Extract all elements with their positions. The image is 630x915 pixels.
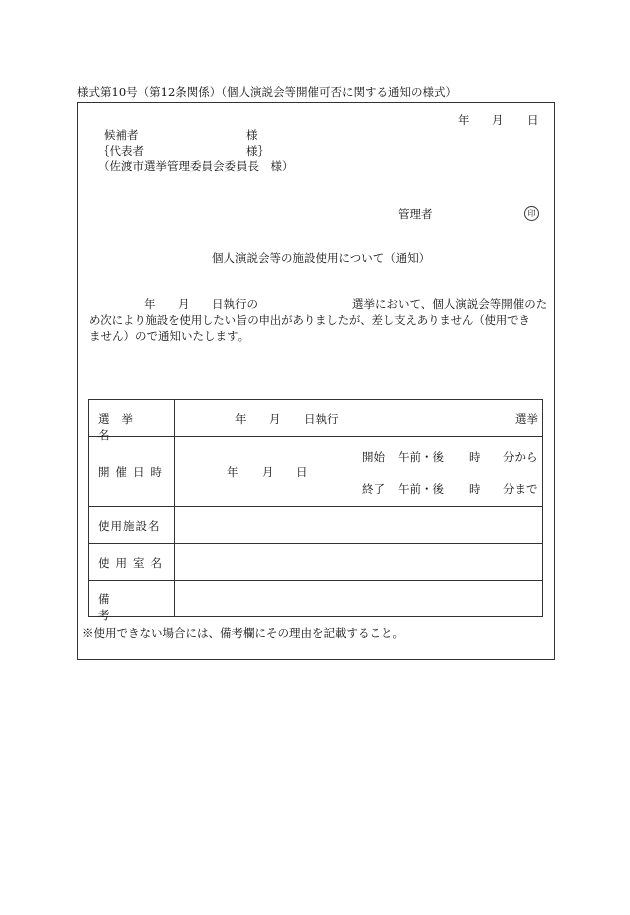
date-year: 年 <box>458 113 470 127</box>
election-month: 月 <box>269 412 281 426</box>
info-table <box>88 399 543 622</box>
row-header-datetime: 開催日時 <box>98 465 168 479</box>
datetime-start-ampm: 午前・後 <box>398 450 444 464</box>
body-line2: め次により施設を使用したい旨の申出がありましたが、差し支えありません（使用でき <box>89 313 530 327</box>
datetime-end-min: 分まで <box>503 482 538 496</box>
row-header-facility: 使用施設名 <box>98 519 161 533</box>
election-year: 年 <box>235 412 247 426</box>
addressee-representative-sama: 様｝ <box>246 144 269 158</box>
datetime-end-label: 終了 <box>362 482 385 496</box>
addressee-candidate: 候補者 <box>104 128 139 142</box>
addressee-candidate-sama: 様 <box>246 128 258 142</box>
row-header-room: 使用室名 <box>98 556 168 570</box>
body-line3: ません）ので通知いたします。 <box>89 329 250 343</box>
table-divider-vertical <box>174 400 175 616</box>
datetime-end-hour: 時 <box>469 482 481 496</box>
datetime-end-ampm: 午前・後 <box>398 482 444 496</box>
document-title: 個人演説会等の施設使用について（通知） <box>212 251 431 265</box>
seal-icon: 印 <box>524 206 539 221</box>
table-row-divider <box>89 580 542 581</box>
sender-label: 管理者 <box>398 207 433 221</box>
datetime-start-hour: 時 <box>469 450 481 464</box>
addressee-committee: （佐渡市選挙管理委員会委員長 様） <box>98 159 294 173</box>
body-year: 年 <box>144 297 156 311</box>
sender-seal <box>524 205 539 221</box>
datetime-month: 月 <box>262 465 274 479</box>
date-month: 月 <box>492 113 504 127</box>
datetime-start-label: 開始 <box>362 450 385 464</box>
election-suffix: 選挙 <box>515 412 538 426</box>
body-month: 月 <box>178 297 190 311</box>
datetime-year: 年 <box>227 465 239 479</box>
datetime-start-min: 分から <box>503 450 538 464</box>
election-day-exec: 日執行 <box>304 412 339 426</box>
table-row-divider <box>89 506 542 507</box>
body-day-exec: 日執行の <box>212 297 258 311</box>
date-day: 日 <box>527 113 539 127</box>
row-header-remarks: 備考 <box>98 592 156 622</box>
form-label: 様式第10号（第12条関係）（個人演説会等開催可否に関する通知の様式） <box>77 85 458 99</box>
datetime-day: 日 <box>296 465 308 479</box>
addressee-representative: ｛代表者 <box>98 144 144 158</box>
body-line1-rest: 選挙において、個人演説会等開催のた <box>352 297 548 311</box>
footnote: ※使用できない場合には、備考欄にその理由を記載すること。 <box>82 626 404 640</box>
row-header-election: 選挙名 <box>98 412 145 442</box>
table-row-divider <box>89 543 542 544</box>
